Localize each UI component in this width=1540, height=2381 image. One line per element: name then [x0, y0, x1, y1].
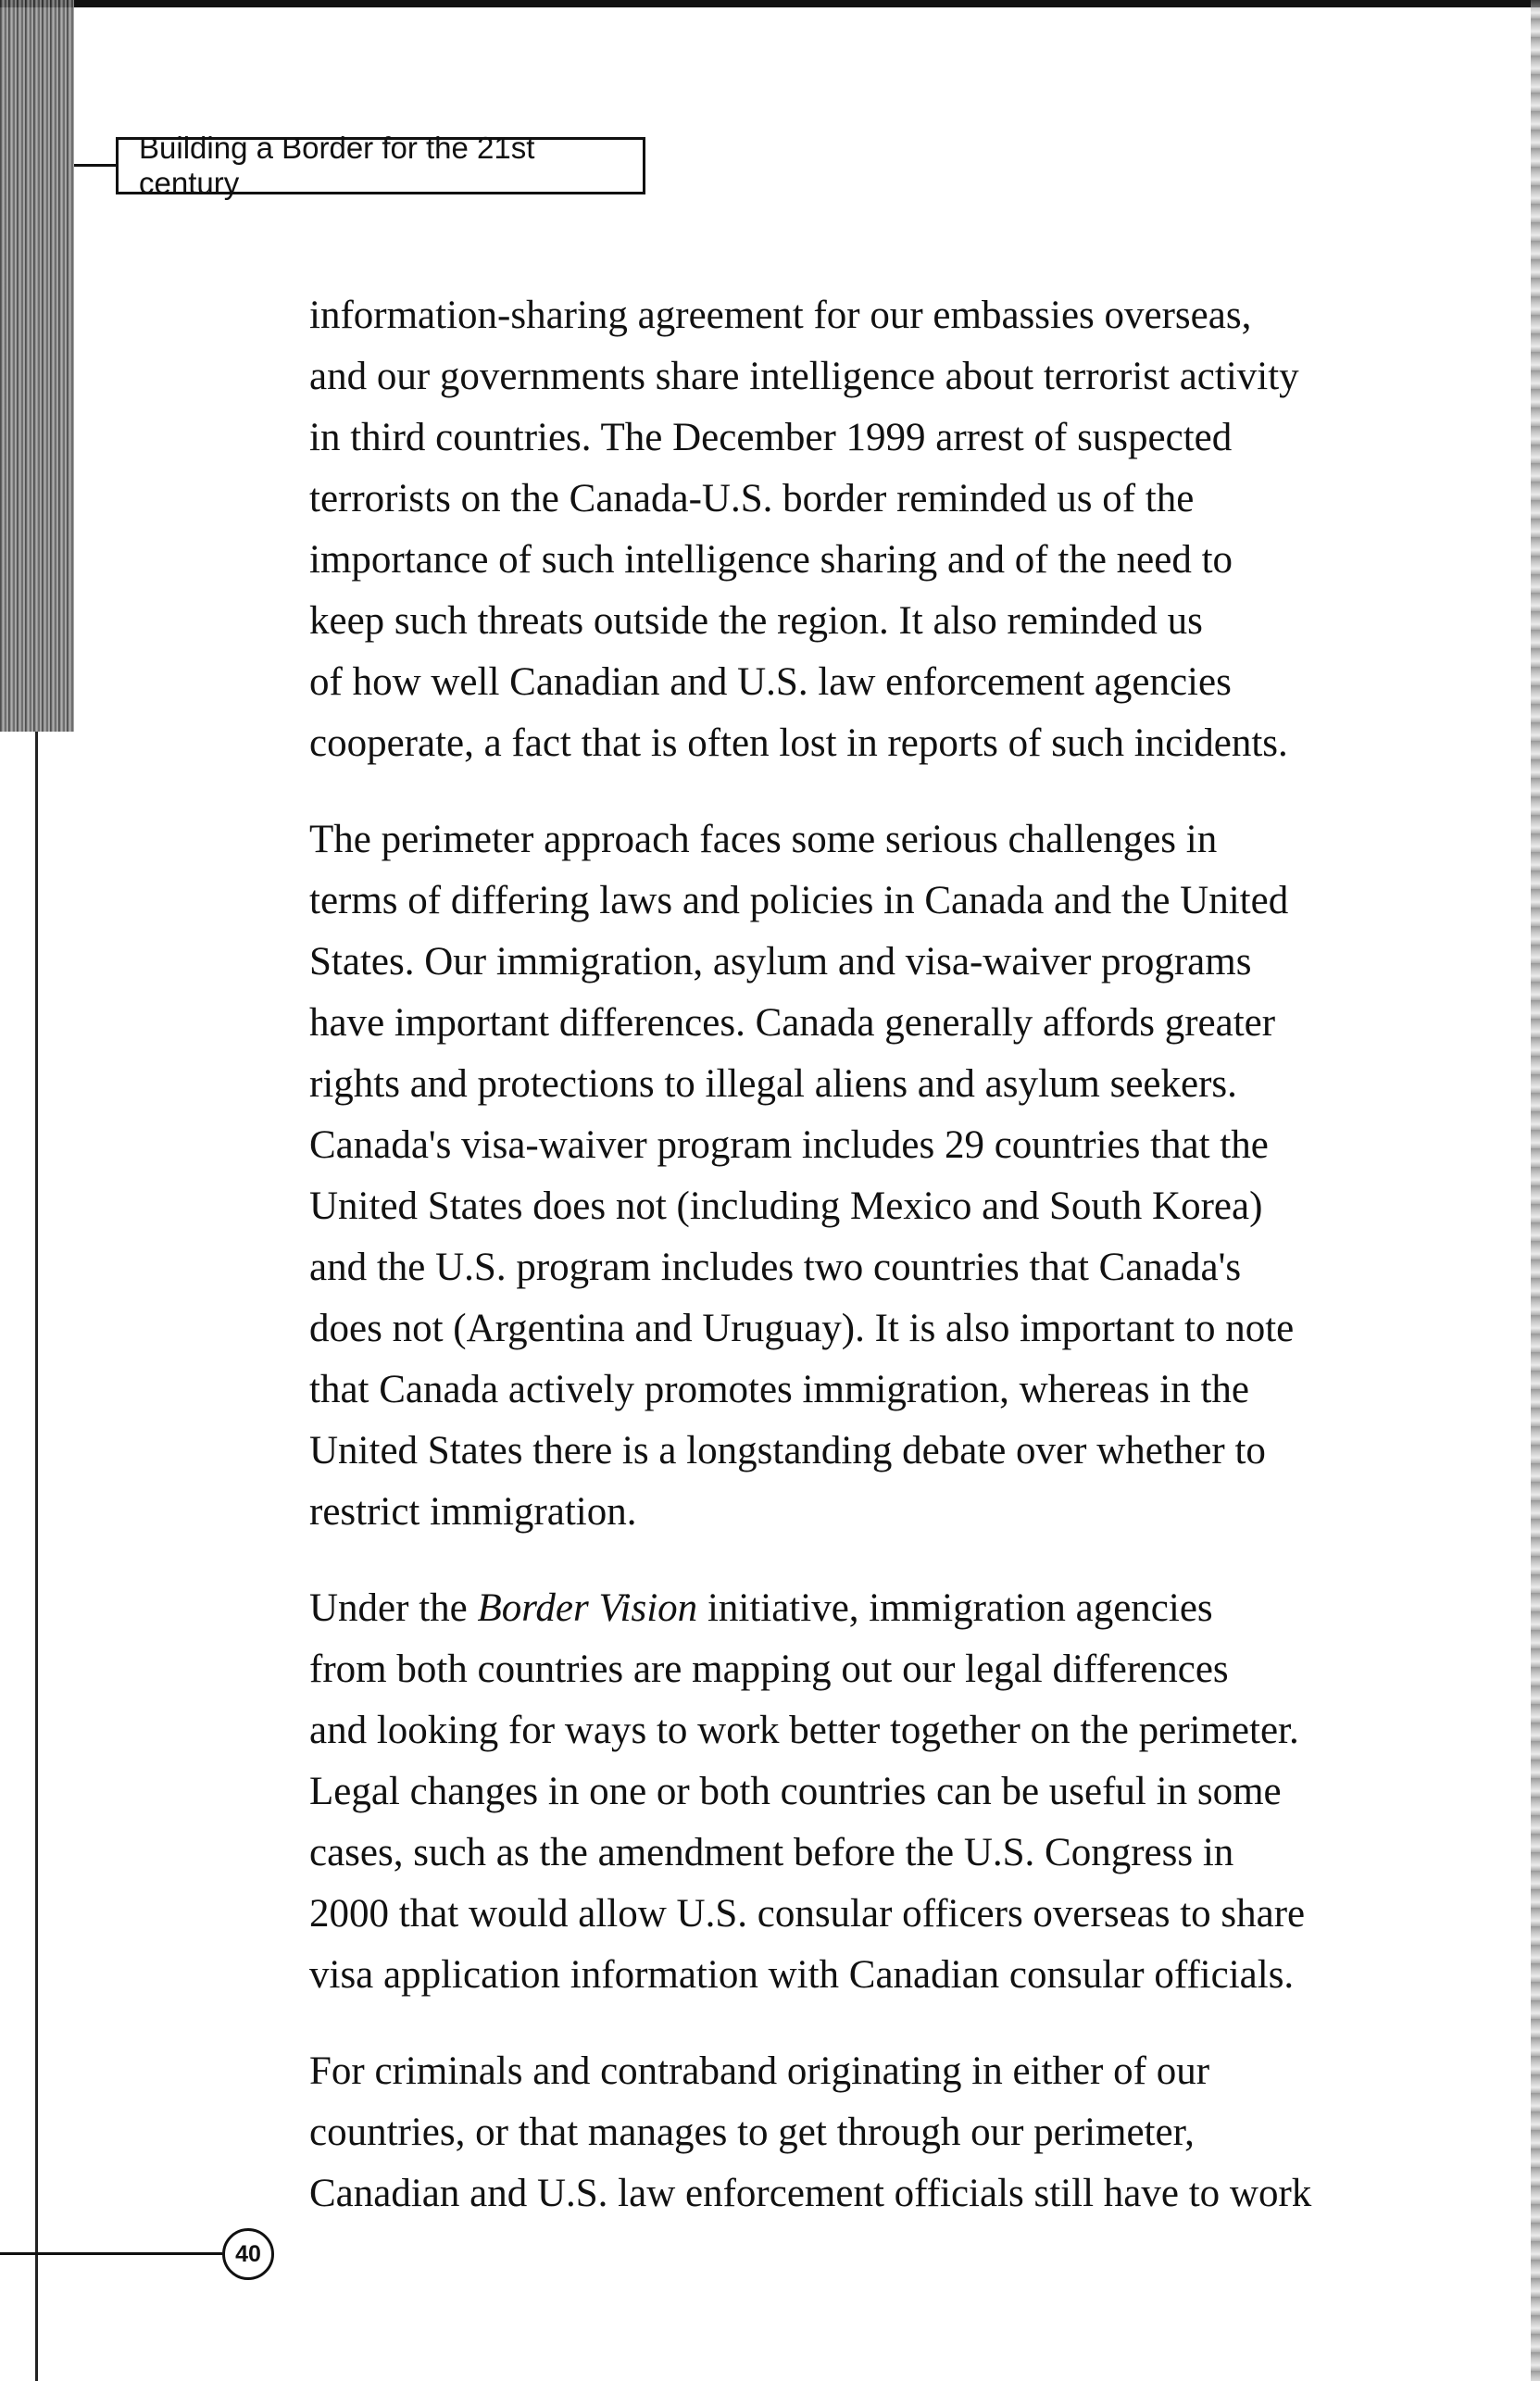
paragraph-3-rest: initiative, immigration agencies from both countries are mapping out our legal differences and looking for ways to work better together on the perimeter. Legal changes in one or both countries can be useful in some cases, such as the amendment before the U.S. Congress in 2000 that would allow U.S. consular officers overseas to share visa application information with Canadian consular officials. [309, 1586, 1306, 1997]
paragraph-1: information-sharing agreement for our embassies overseas, and our governments share intelligence about terrorist activity in third countries. The December 1999 arrest of suspected terrorists on the Canada-U.S. border reminded us of the importance of such intelligence sharing and of the need to keep such threats outside the region. It also reminded us of how well Canadian and U.S. law enforcement agencies cooperate, a fact that is often lost in reports of such incidents. [309, 294, 1299, 765]
binding-strip [0, 0, 74, 732]
page-number [222, 2228, 274, 2280]
running-header [116, 131, 645, 200]
running-header-title: Building a Border for the 21st century [139, 131, 535, 200]
folio-line [0, 2252, 222, 2255]
paragraph-3 [309, 1578, 1365, 2006]
border-vision-emphasis: Border Vision [477, 1586, 698, 1630]
scan-right-edge [1531, 0, 1540, 2381]
paragraph-2: The perimeter approach faces some serious challenges in terms of differing laws and policies in Canada and the United States. Our immigration, asylum and visa-waiver programs have important differences. Canada generally affords greater rights and protections to illegal aliens and asylum seekers. Canada's visa-waiver program includes 29 countries that the United States does not (including Mexico and South Korea) and the U.S. program includes two countries that Canada's does not (Argentina and Uruguay). It is also important to note that Canada actively promotes immigration, whereas in the United States there is a longstanding debate over whether to restrict immigration. [309, 818, 1295, 1534]
header-connector-line [74, 164, 116, 167]
paragraph-3-lead: Under the [309, 1586, 478, 1630]
page-number-label: 40 [235, 2240, 261, 2267]
scan-top-edge [0, 0, 1540, 7]
binding-line [35, 732, 38, 2381]
paragraph-4: For criminals and contraband originating in either of our countries, or that manages to get through our perimeter, Canadian and U.S. law enforcement officials still have to work [309, 2049, 1312, 2215]
body-text [309, 285, 1365, 2260]
